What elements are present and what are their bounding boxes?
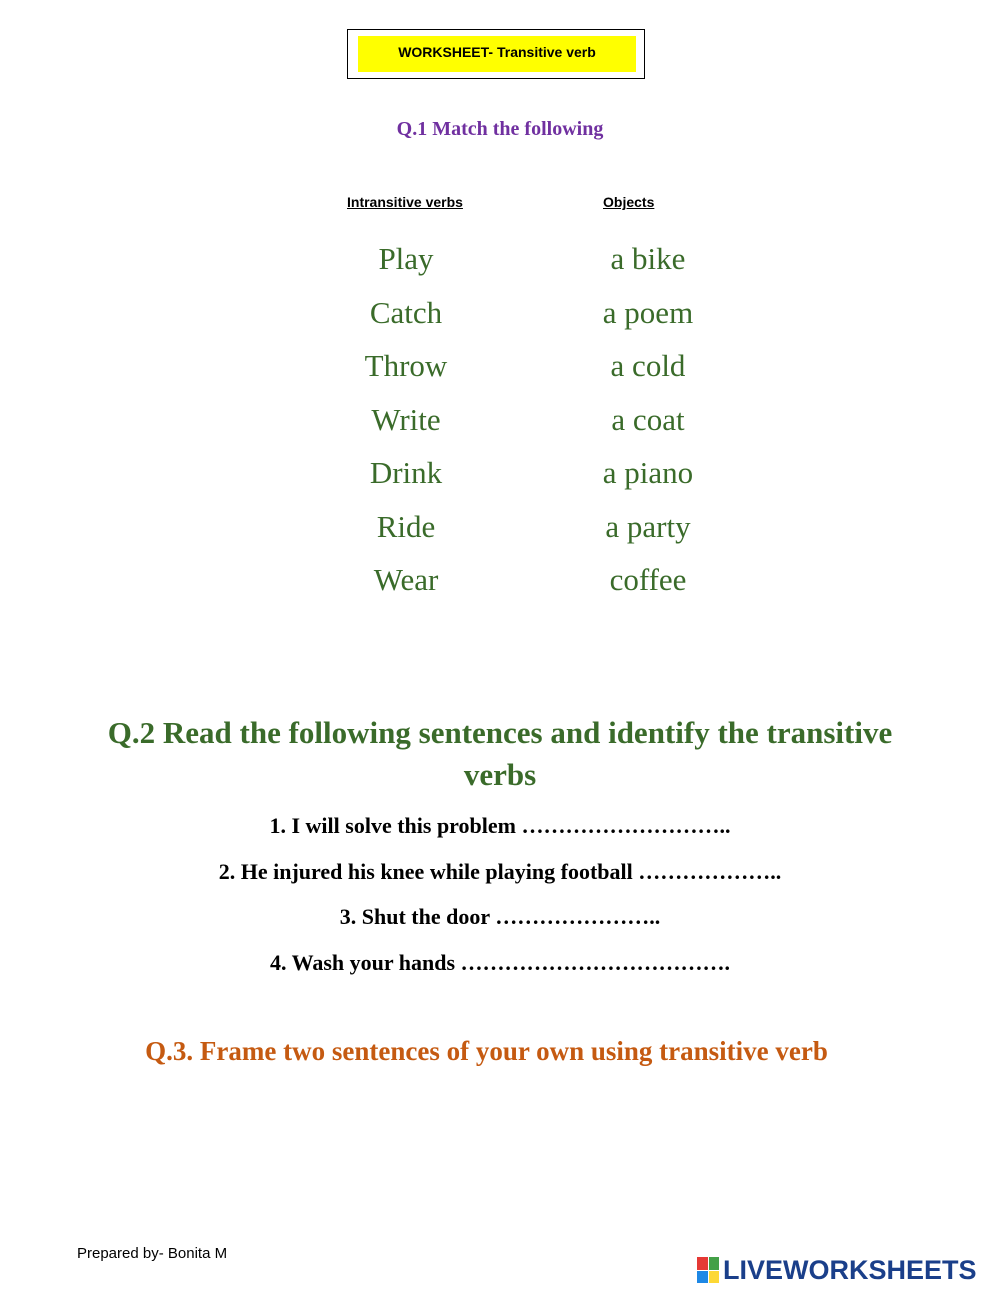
sentence-item[interactable]: 1. I will solve this problem ……………………….. [269, 813, 731, 838]
q2-sentence-list [0, 808, 1000, 990]
verb-item[interactable]: Write [371, 401, 441, 437]
q1-heading: Q.1 Match the following [396, 118, 604, 140]
sentence-item[interactable]: 2. He injured his knee while playing football ……………….. [218, 858, 782, 884]
objects-list [548, 234, 748, 609]
q2-heading: Q.2 Read the following sentences and identify the transitive verbs [107, 715, 893, 792]
verb-item[interactable]: Throw [364, 348, 448, 383]
q3-heading: Q.3. Frame two sentences of your own using transitive verb [145, 1036, 828, 1066]
verb-item[interactable]: Drink [369, 455, 443, 490]
liveworksheets-logo [697, 1255, 977, 1285]
verb-item[interactable]: Play [378, 241, 434, 276]
sentence-item[interactable]: 4. Wash your hands ………………………………. [269, 949, 731, 975]
verbs-column-heading: Intransitive verbs [347, 194, 463, 210]
object-item[interactable]: coffee [609, 562, 687, 597]
object-item[interactable]: a bike [610, 241, 686, 276]
object-item[interactable]: a poem [602, 294, 694, 330]
verb-item[interactable]: Catch [369, 294, 443, 330]
prepared-by: Prepared by- Bonita M [77, 1245, 228, 1262]
liveworksheets-logo-icon [697, 1257, 719, 1283]
object-item[interactable]: a coat [611, 401, 685, 437]
title-box [347, 29, 645, 79]
object-item[interactable]: a piano [602, 455, 694, 490]
title-highlight [358, 36, 636, 72]
object-item[interactable]: a party [605, 508, 691, 544]
verb-item[interactable]: Ride [376, 508, 436, 544]
sentence-item[interactable]: 3. Shut the door ………………….. [339, 904, 661, 929]
object-item[interactable]: a cold [610, 348, 686, 383]
logo-text: LIVEWORKSHEETS [723, 1254, 977, 1285]
worksheet-title: WORKSHEET- Transitive verb [398, 44, 596, 60]
verb-item[interactable]: Wear [373, 562, 439, 597]
verbs-list [306, 234, 506, 609]
objects-column-heading: Objects [603, 194, 655, 210]
